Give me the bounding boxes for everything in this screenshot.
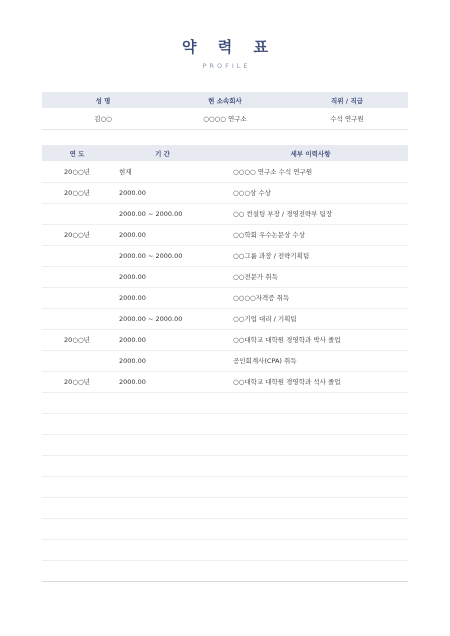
row-period xyxy=(112,435,213,456)
row-period: 2000.00 ~ 2000.00 xyxy=(112,245,213,266)
row-year xyxy=(42,393,112,414)
row-year xyxy=(42,245,112,266)
table-row xyxy=(42,456,408,477)
row-year: 20○○년 xyxy=(42,182,112,203)
history-table xyxy=(42,145,408,582)
row-period: 2000.00 ~ 2000.00 xyxy=(112,203,213,224)
row-year xyxy=(42,540,112,561)
table-row xyxy=(42,182,408,203)
table-row xyxy=(42,540,408,561)
row-period: 2000.00 ~ 2000.00 xyxy=(112,308,213,329)
table-row xyxy=(42,161,408,182)
header-period: 기 간 xyxy=(112,145,213,161)
row-detail: ○○○○자격증 취득 xyxy=(213,287,408,308)
header-position: 직위 / 직급 xyxy=(286,92,408,108)
row-detail: ○○○○ 연구소 수석 연구원 xyxy=(213,161,408,182)
row-detail xyxy=(213,414,408,435)
row-detail xyxy=(213,498,408,519)
table-row xyxy=(42,266,408,287)
row-year xyxy=(42,287,112,308)
row-detail: ○○○상 수상 xyxy=(213,182,408,203)
row-detail xyxy=(213,456,408,477)
header-detail: 세부 이력사항 xyxy=(213,145,408,161)
row-period xyxy=(112,561,213,582)
row-detail xyxy=(213,540,408,561)
row-detail: ○○학회 우수논문상 수상 xyxy=(213,224,408,245)
table-row xyxy=(42,287,408,308)
row-period xyxy=(112,477,213,498)
row-year xyxy=(42,498,112,519)
row-detail: ○○전문가 취득 xyxy=(213,266,408,287)
row-period xyxy=(112,519,213,540)
row-year xyxy=(42,456,112,477)
row-year xyxy=(42,308,112,329)
row-period xyxy=(112,393,213,414)
table-row xyxy=(42,393,408,414)
profile-header-row xyxy=(42,92,408,108)
row-detail xyxy=(213,519,408,540)
row-period: 2000.00 xyxy=(112,329,213,350)
row-year: 20○○년 xyxy=(42,161,112,182)
table-row xyxy=(42,498,408,519)
table-row xyxy=(42,245,408,266)
header-name: 성 명 xyxy=(42,92,164,108)
row-period: 2000.00 xyxy=(112,371,213,392)
table-row xyxy=(42,203,408,224)
row-year: 20○○년 xyxy=(42,224,112,245)
table-row xyxy=(42,414,408,435)
table-row xyxy=(42,308,408,329)
row-period: 2000.00 xyxy=(112,224,213,245)
row-period: 2000.00 xyxy=(112,287,213,308)
row-year: 20○○년 xyxy=(42,329,112,350)
row-year xyxy=(42,435,112,456)
row-period: 현재 xyxy=(112,161,213,182)
table-row xyxy=(42,519,408,540)
profile-company: ○○○○ 연구소 xyxy=(164,108,286,129)
row-period xyxy=(112,498,213,519)
row-year xyxy=(42,414,112,435)
profile-position: 수석 연구원 xyxy=(286,108,408,129)
row-period xyxy=(112,540,213,561)
history-header-row xyxy=(42,145,408,161)
profile-value-row xyxy=(42,108,408,129)
page-title: 약 력 표 xyxy=(182,38,276,56)
table-row xyxy=(42,561,408,582)
row-detail xyxy=(213,435,408,456)
header-year: 연 도 xyxy=(42,145,112,161)
row-year xyxy=(42,561,112,582)
row-detail: ○○대학교 대학원 경영학과 박사 졸업 xyxy=(213,329,408,350)
row-detail: ○○그룹 과장 / 전략기획팀 xyxy=(213,245,408,266)
history-body xyxy=(42,161,408,582)
profile-table xyxy=(42,92,408,130)
row-period xyxy=(112,414,213,435)
row-period: 2000.00 xyxy=(112,182,213,203)
row-year xyxy=(42,266,112,287)
table-row xyxy=(42,435,408,456)
row-period: 2000.00 xyxy=(112,350,213,371)
table-row xyxy=(42,224,408,245)
row-detail: ○○ 컨설팅 부장 / 경영전략부 팀장 xyxy=(213,203,408,224)
row-detail: 공인회계사(CPA) 취득 xyxy=(213,350,408,371)
table-row xyxy=(42,329,408,350)
row-year xyxy=(42,519,112,540)
table-row xyxy=(42,371,408,392)
profile-name: 김○○ xyxy=(42,108,164,129)
row-year xyxy=(42,477,112,498)
row-detail xyxy=(213,393,408,414)
page-subtitle: PROFILE xyxy=(202,62,251,70)
row-year: 20○○년 xyxy=(42,371,112,392)
table-row xyxy=(42,477,408,498)
row-detail: ○○대학교 대학원 경영학과 석사 졸업 xyxy=(213,371,408,392)
row-detail xyxy=(213,561,408,582)
row-detail xyxy=(213,477,408,498)
header-company: 현 소속회사 xyxy=(164,92,286,108)
row-detail: ○○기업 대리 / 기획팀 xyxy=(213,308,408,329)
row-period: 2000.00 xyxy=(112,266,213,287)
row-year xyxy=(42,203,112,224)
row-year xyxy=(42,350,112,371)
table-row xyxy=(42,350,408,371)
row-period xyxy=(112,456,213,477)
